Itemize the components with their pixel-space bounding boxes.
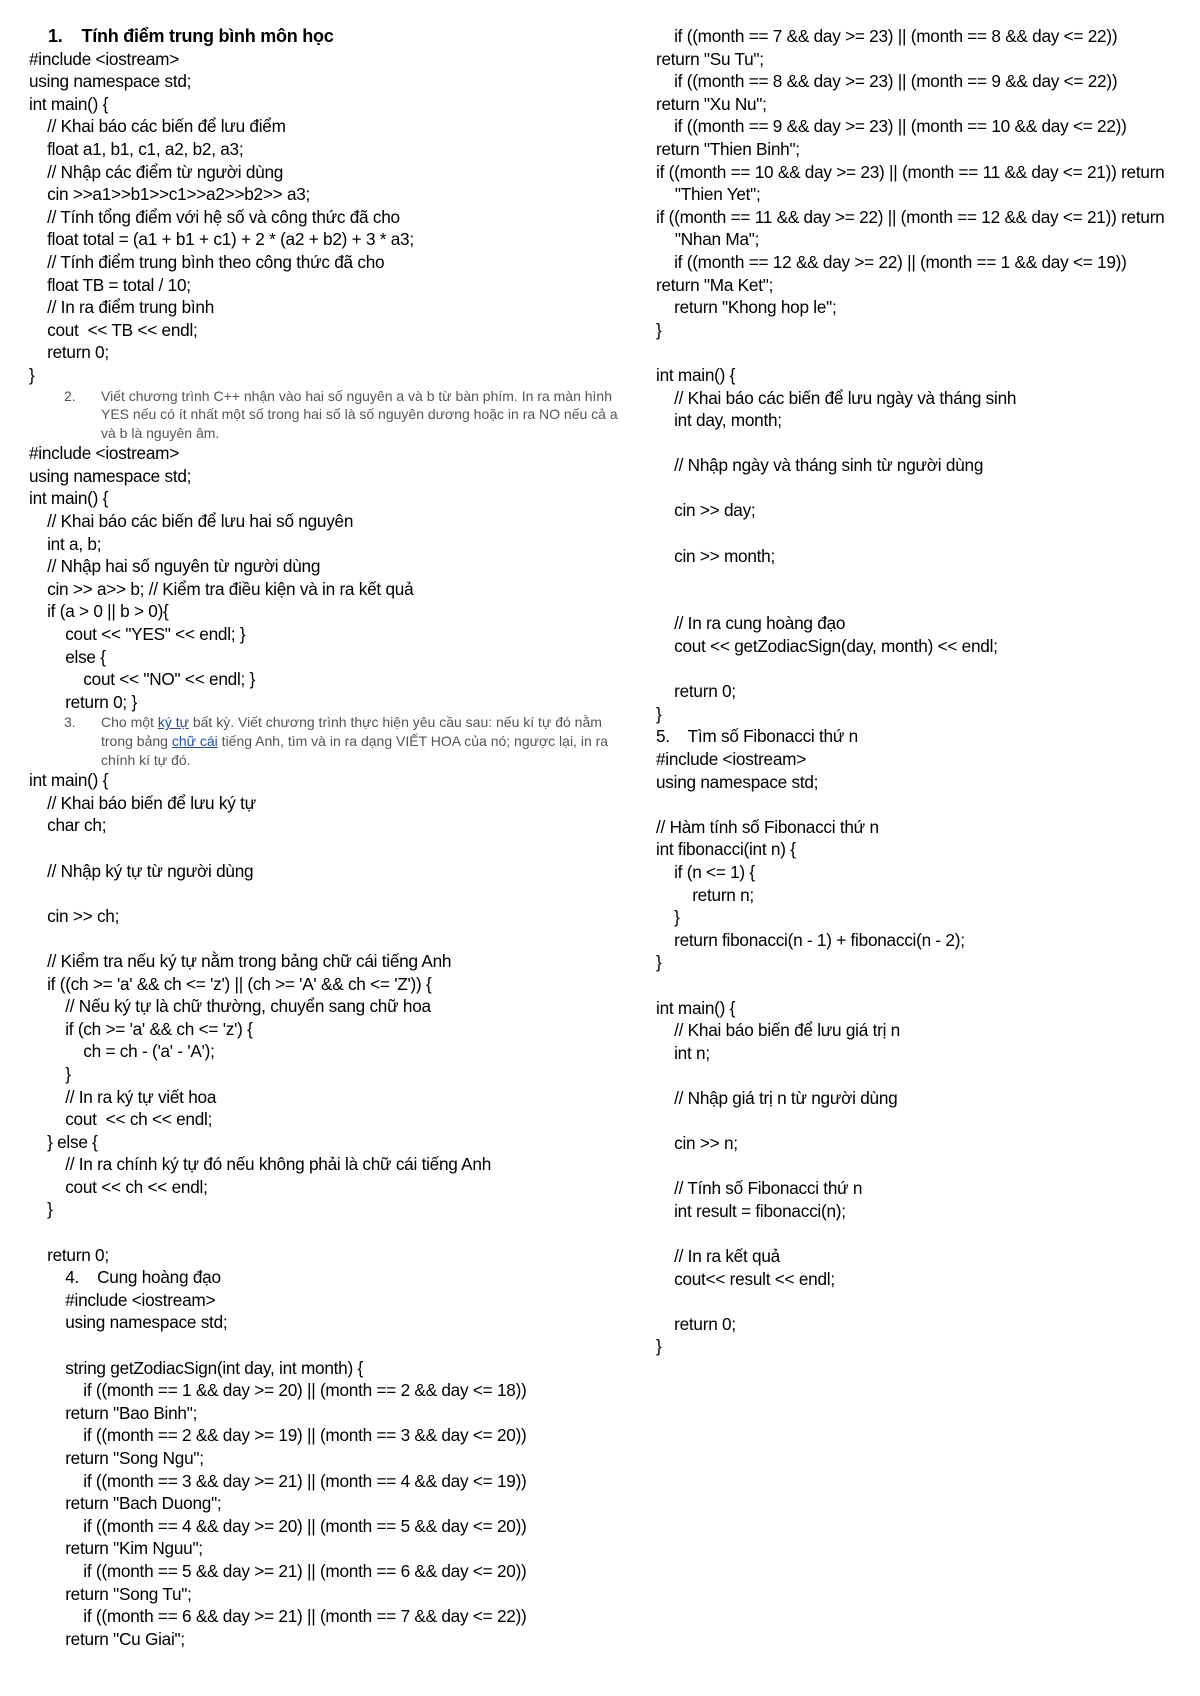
blank-line bbox=[656, 1155, 1196, 1178]
code-line: if ((month == 9 && day >= 23) || (month == 10 && day <= 22)) bbox=[656, 116, 1127, 137]
code-line: // Hàm tính số Fibonacci thứ n bbox=[656, 816, 879, 837]
code-line: // Khai báo các biến để lưu điểm bbox=[29, 116, 286, 137]
code-line: using namespace std; bbox=[29, 71, 192, 92]
blank-line bbox=[29, 1334, 629, 1357]
code-line: using namespace std; bbox=[29, 1312, 228, 1333]
code-line: float a1, b1, c1, a2, b2, a3; bbox=[29, 138, 244, 159]
code-line: if ((month == 8 && day >= 23) || (month == 9 && day <= 22)) bbox=[656, 71, 1118, 92]
exercise-note bbox=[29, 387, 629, 443]
blank-line bbox=[656, 1064, 1196, 1087]
code-line: int main() { bbox=[656, 997, 736, 1018]
code-line: // Tính số Fibonacci thứ n bbox=[656, 1178, 863, 1199]
code-line: return 0; bbox=[29, 342, 109, 363]
code-line: if ((month == 10 && day >= 23) || (month == 11 && day <= 21)) return "Thien Yet"; bbox=[656, 161, 1165, 205]
code-line: char ch; bbox=[29, 815, 107, 836]
code-line: cin >> ch; bbox=[29, 905, 120, 926]
code-line: return "Khong hop le"; bbox=[656, 297, 837, 318]
code-line: int main() { bbox=[29, 488, 109, 509]
code-line: 5. Tìm số Fibonacci thứ n bbox=[656, 726, 858, 747]
code-line: cin >> day; bbox=[656, 500, 756, 521]
code-line: return 0; bbox=[29, 1244, 109, 1265]
code-line: // In ra cung hoàng đạo bbox=[656, 613, 846, 634]
code-line: int a, b; bbox=[29, 533, 102, 554]
code-line: if ((month == 2 && day >= 19) || (month == 3 && day <= 20)) bbox=[29, 1425, 527, 1446]
code-line: float total = (a1 + b1 + c1) + 2 * (a2 + b2) + 3 * a3; bbox=[29, 229, 414, 250]
left-column bbox=[29, 25, 629, 1650]
blank-line bbox=[656, 567, 1196, 590]
code-line: } bbox=[656, 952, 662, 973]
code-line: return "Thien Binh"; bbox=[656, 138, 800, 159]
code-line: if (a > 0 || b > 0){ bbox=[29, 601, 169, 622]
code-line: else { bbox=[29, 646, 106, 667]
blank-line bbox=[656, 1290, 1196, 1313]
blank-line bbox=[29, 882, 629, 905]
code-line: // In ra chính ký tự đó nếu không phải là chữ cái tiếng Anh bbox=[29, 1154, 492, 1175]
code-line: return 0; bbox=[656, 1313, 736, 1334]
code-line: #include <iostream> bbox=[29, 1289, 216, 1310]
term-link[interactable]: chữ cái bbox=[171, 733, 218, 749]
code-line: cout << getZodiacSign(day, month) << endl; bbox=[656, 636, 998, 657]
code-line: return "Ma Ket"; bbox=[656, 274, 774, 295]
code-line: } bbox=[656, 319, 662, 340]
code-line: // Khai báo biến để lưu giá trị n bbox=[656, 1020, 900, 1041]
code-line: using namespace std; bbox=[29, 465, 192, 486]
code-line: } bbox=[29, 1063, 71, 1084]
note-number: 2. bbox=[64, 387, 76, 404]
section-heading: 1. Tính điểm trung bình môn học bbox=[29, 26, 334, 46]
code-line: return "Cu Giai"; bbox=[29, 1628, 185, 1649]
code-line: cout << "YES" << endl; } bbox=[29, 624, 246, 645]
code-line: // In ra ký tự viết hoa bbox=[29, 1086, 217, 1107]
code-line: ch = ch - ('a' - 'A'); bbox=[29, 1041, 215, 1062]
code-line: 4. Cung hoàng đạo bbox=[29, 1267, 221, 1288]
code-line: } else { bbox=[29, 1131, 98, 1152]
code-line: // In ra kết quả bbox=[656, 1246, 780, 1267]
code-line: int main() { bbox=[656, 364, 736, 385]
code-line: return "Su Tu"; bbox=[656, 48, 764, 69]
code-line: return "Bao Binh"; bbox=[29, 1402, 198, 1423]
code-line: return 0; bbox=[656, 681, 736, 702]
code-line: cin >> a>> b; // Kiểm tra điều kiện và in ra kết quả bbox=[29, 578, 414, 599]
code-line: cout << ch << endl; bbox=[29, 1109, 213, 1130]
blank-line bbox=[656, 590, 1196, 613]
blank-line bbox=[656, 1222, 1196, 1245]
code-line: return "Xu Nu"; bbox=[656, 93, 767, 114]
code-line: cin >>a1>>b1>>c1>>a2>>b2>> a3; bbox=[29, 184, 311, 205]
code-line: cout<< result << endl; bbox=[656, 1268, 835, 1289]
code-line: #include <iostream> bbox=[656, 749, 807, 769]
code-line: if ((month == 5 && day >= 21) || (month == 6 && day <= 20)) bbox=[29, 1560, 527, 1581]
code-line: } bbox=[656, 1336, 662, 1357]
code-line: // Nhập hai số nguyên từ người dùng bbox=[29, 556, 321, 577]
code-line: if ((month == 1 && day >= 20) || (month == 2 && day <= 18)) bbox=[29, 1380, 527, 1401]
exercise-note bbox=[29, 713, 629, 769]
code-line: int n; bbox=[656, 1042, 710, 1063]
code-line: if (n <= 1) { bbox=[656, 861, 755, 882]
blank-line bbox=[656, 658, 1196, 681]
blank-line bbox=[656, 1110, 1196, 1133]
code-line: cin >> n; bbox=[656, 1133, 738, 1154]
code-line: return "Bach Duong"; bbox=[29, 1493, 222, 1514]
note-text: bất kỳ. Viết chương trình thực hiện yêu cầu sau: nếu kí tự đó nằm trong bảng bbox=[101, 714, 602, 749]
code-line: return "Kim Nguu"; bbox=[29, 1538, 203, 1559]
code-line: if ((month == 4 && day >= 20) || (month == 5 && day <= 20)) bbox=[29, 1515, 527, 1536]
code-line: return 0; } bbox=[29, 691, 137, 712]
code-line: int fibonacci(int n) { bbox=[656, 839, 796, 860]
code-line: // Khai báo các biến để lưu ngày và tháng sinh bbox=[656, 387, 1017, 408]
code-line: string getZodiacSign(int day, int month) { bbox=[29, 1357, 363, 1378]
code-line: // Tính điểm trung bình theo công thức đã cho bbox=[29, 251, 385, 272]
code-line: float TB = total / 10; bbox=[29, 274, 191, 295]
blank-line bbox=[29, 837, 629, 860]
code-line: return n; bbox=[656, 884, 754, 905]
note-number: 3. bbox=[64, 714, 76, 731]
blank-line bbox=[29, 1221, 629, 1244]
code-line: cout << TB << endl; bbox=[29, 319, 198, 340]
code-line: // Khai báo các biến để lưu hai số nguyên bbox=[29, 511, 354, 532]
code-line: if ((month == 3 && day >= 21) || (month == 4 && day <= 19)) bbox=[29, 1470, 527, 1491]
code-line: if ((month == 7 && day >= 23) || (month == 8 && day <= 22)) bbox=[656, 26, 1118, 46]
code-line: if ((month == 6 && day >= 21) || (month == 7 && day <= 22)) bbox=[29, 1606, 527, 1627]
code-line: // Nhập ngày và tháng sinh từ người dùng bbox=[656, 455, 984, 476]
code-line: // Tính tổng điểm với hệ số và công thức đã cho bbox=[29, 206, 400, 227]
code-line: if ((ch >= 'a' && ch <= 'z') || (ch >= 'A' && ch <= 'Z')) { bbox=[29, 973, 432, 994]
code-line: cout << ch << endl; bbox=[29, 1176, 208, 1197]
code-line: using namespace std; bbox=[656, 771, 819, 792]
code-line: if (ch >= 'a' && ch <= 'z') { bbox=[29, 1018, 253, 1039]
code-line: } bbox=[656, 703, 662, 724]
code-line: } bbox=[29, 1199, 53, 1220]
code-line: } bbox=[656, 907, 680, 928]
note-text: Cho một bbox=[101, 714, 158, 731]
code-line: // Nếu ký tự là chữ thường, chuyển sang chữ hoa bbox=[29, 996, 431, 1017]
right-column bbox=[656, 25, 1196, 1358]
code-line: return "Song Tu"; bbox=[29, 1583, 192, 1604]
code-line: #include <iostream> bbox=[29, 443, 180, 464]
blank-line bbox=[656, 432, 1196, 455]
code-line: int main() { bbox=[29, 770, 109, 791]
code-line: // In ra điểm trung bình bbox=[29, 297, 215, 318]
code-line: cout << "NO" << endl; } bbox=[29, 669, 256, 690]
code-line: int day, month; bbox=[656, 410, 782, 431]
code-line: // Kiểm tra nếu ký tự nằm trong bảng chữ cái tiếng Anh bbox=[29, 950, 452, 971]
code-line: int result = fibonacci(n); bbox=[656, 1200, 846, 1221]
code-line: #include <iostream> bbox=[29, 48, 180, 69]
code-line: cin >> month; bbox=[656, 545, 775, 566]
code-line: if ((month == 11 && day >= 22) || (month == 12 && day <= 21)) return "Nhan Ma"; bbox=[656, 206, 1165, 250]
code-line: return fibonacci(n - 1) + fibonacci(n - 2); bbox=[656, 929, 965, 950]
term-link[interactable]: ký tự bbox=[157, 714, 189, 731]
blank-line bbox=[656, 522, 1196, 545]
note-text: tiếng Anh, tìm và in ra dạng VIẾT HOA của nó; ngược lại, in ra chính kí tự đó. bbox=[101, 733, 609, 768]
note-text: Viết chương trình C++ nhận vào hai số nguyên a và b từ bàn phím. In ra màn hình YES nếu có ít nhất một số trong hai số là số nguyên dương hoặc in ra NO nếu cả a và b là nguyên âm. bbox=[101, 387, 618, 441]
blank-line bbox=[656, 477, 1196, 500]
blank-line bbox=[656, 341, 1196, 364]
blank-line bbox=[29, 927, 629, 950]
code-line: // Nhập ký tự từ người dùng bbox=[29, 860, 254, 881]
code-line: // Nhập các điểm từ người dùng bbox=[29, 161, 284, 182]
code-line: } bbox=[29, 364, 35, 385]
blank-line bbox=[656, 793, 1196, 816]
code-line: if ((month == 12 && day >= 22) || (month == 1 && day <= 19)) bbox=[656, 251, 1127, 272]
code-line: // Khai báo biến để lưu ký tự bbox=[29, 792, 256, 813]
code-line: // Nhập giá trị n từ người dùng bbox=[656, 1087, 898, 1108]
code-line: return "Song Ngu"; bbox=[29, 1448, 204, 1468]
blank-line bbox=[656, 974, 1196, 997]
code-line: int main() { bbox=[29, 93, 109, 114]
